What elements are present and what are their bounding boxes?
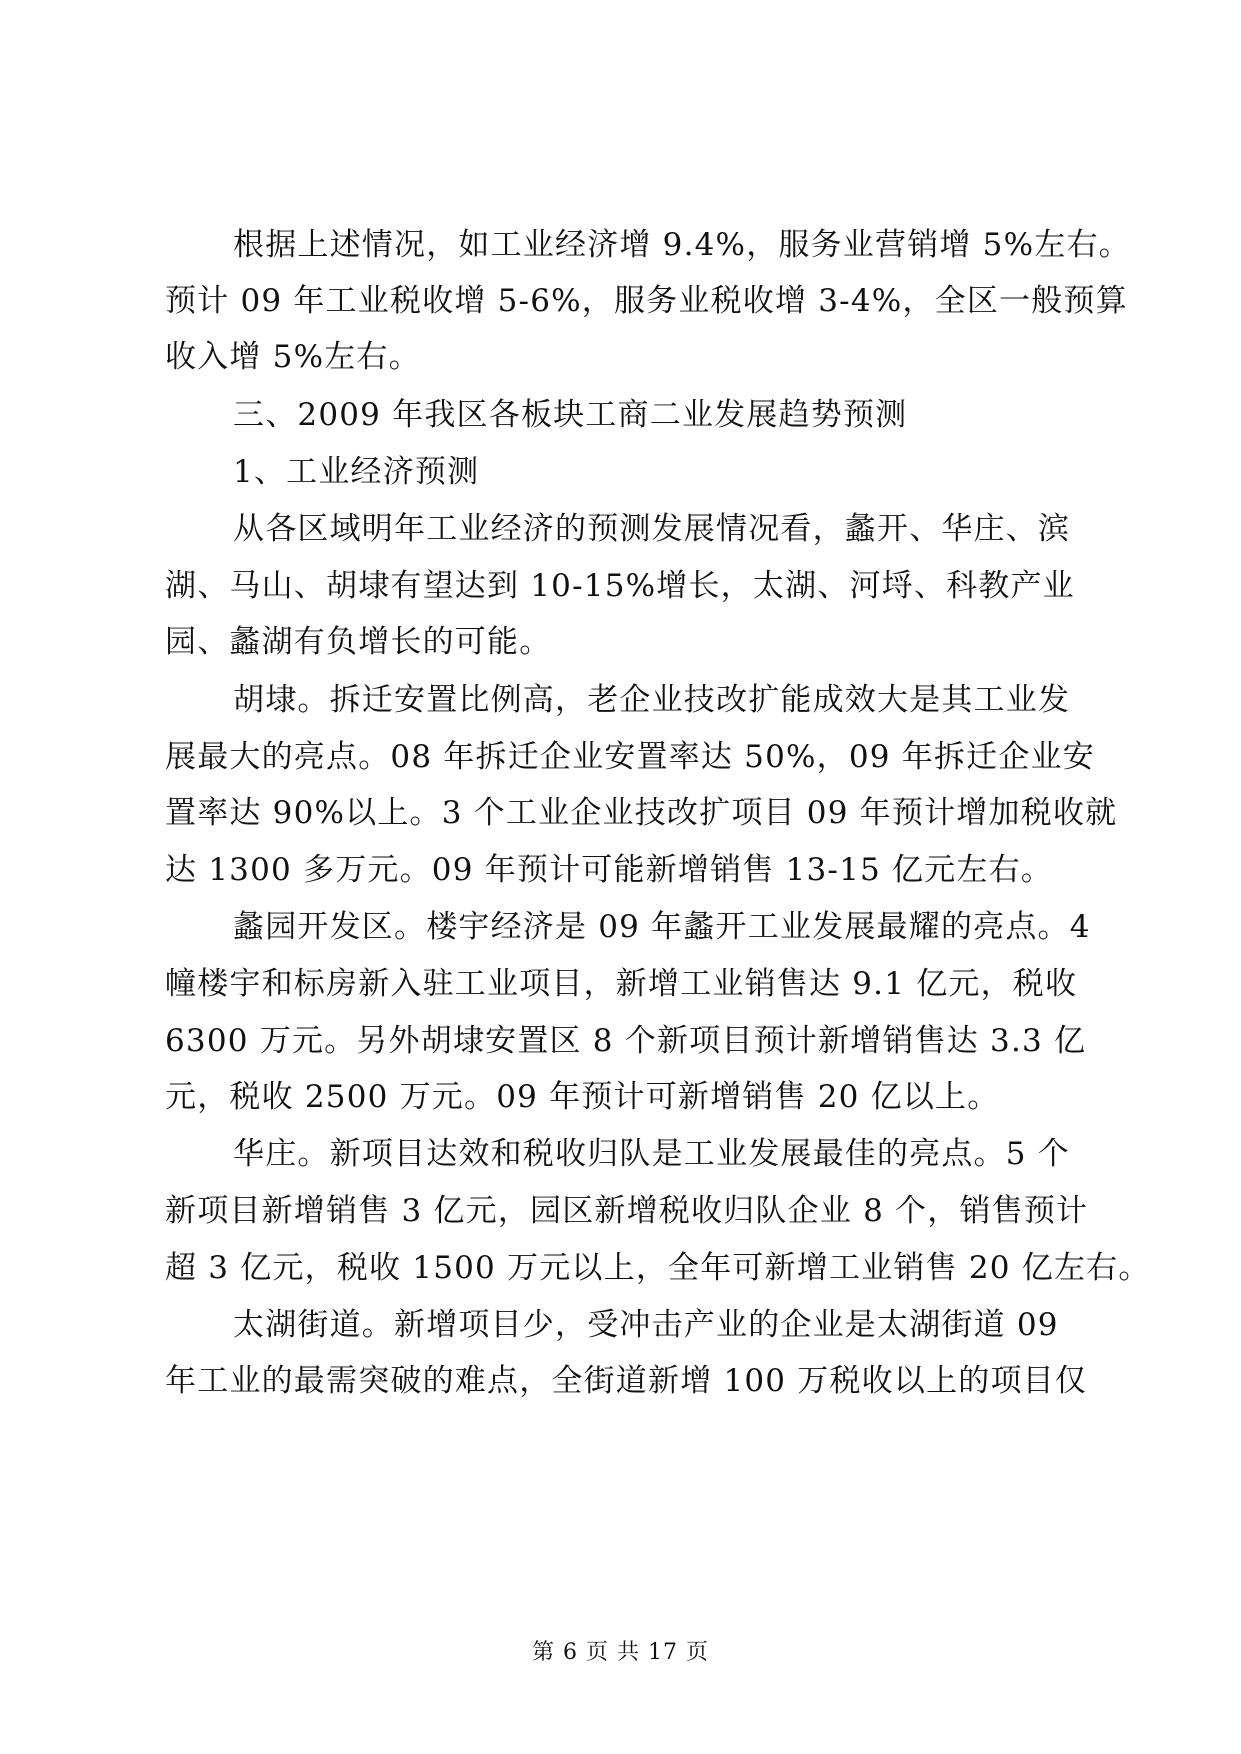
text-line: 收入增 5%左右。 [165,339,421,375]
text-line: 胡埭。拆迁安置比例高，老企业技改扩能成效大是其工业发 [233,682,1071,718]
text-line: 元，税收 2500 万元。09 年预计可新增销售 20 亿以上。 [165,1079,1000,1115]
text-line: 达 1300 多万元。09 年预计可能新增销售 13-15 亿元左右。 [165,852,1053,888]
text-line: 年工业的最需突破的难点，全街道新增 100 万税收以上的项目仅 [165,1363,1088,1399]
text-line: 蠡园开发区。楼宇经济是 09 年蠡开工业发展最耀的亮点。4 [233,909,1091,945]
text-line: 根据上述情况，如工业经济增 9.4%，服务业营销增 5%左右。 [233,227,1131,263]
text-line: 预计 09 年工业税收增 5-6%，服务业税收增 3-4%，全区一般预算 [165,283,1128,319]
text-line: 园、蠡湖有负增长的可能。 [165,624,552,660]
text-line: 新项目新增销售 3 亿元，园区新增税收归队企业 8 个，销售预计 [165,1193,1089,1229]
subsection-heading: 1、工业经济预测 [233,454,480,490]
text-line: 华庄。新项目达效和税收归队是工业发展最佳的亮点。5 个 [233,1136,1070,1172]
section-heading: 三、2009 年我区各板块工商二业发展趋势预测 [233,397,908,433]
text-line: 湖、马山、胡埭有望达到 10-15%增长，太湖、河埒、科教产业 [165,568,1075,604]
text-line: 从各区域明年工业经济的预测发展情况看，蠡开、华庄、滨 [233,511,1071,547]
text-line: 6300 万元。另外胡埭安置区 8 个新项目预计新增销售达 3.3 亿 [165,1023,1087,1059]
text-line: 太湖街道。新增项目少，受冲击产业的企业是太湖街道 09 [233,1307,1059,1343]
text-line: 超 3 亿元，税收 1500 万元以上，全年可新增工业销售 20 亿左右。 [165,1250,1151,1286]
text-line: 展最大的亮点。08 年拆迁企业安置率达 50%，09 年拆迁企业安 [165,739,1095,775]
text-line: 置率达 90%以上。3 个工业企业技改扩项目 09 年预计增加税收就 [165,795,1118,831]
page-number-footer: 第 6 页 共 17 页 [532,1640,709,1665]
text-line: 幢楼宇和标房新入驻工业项目，新增工业销售达 9.1 亿元，税收 [165,966,1078,1002]
